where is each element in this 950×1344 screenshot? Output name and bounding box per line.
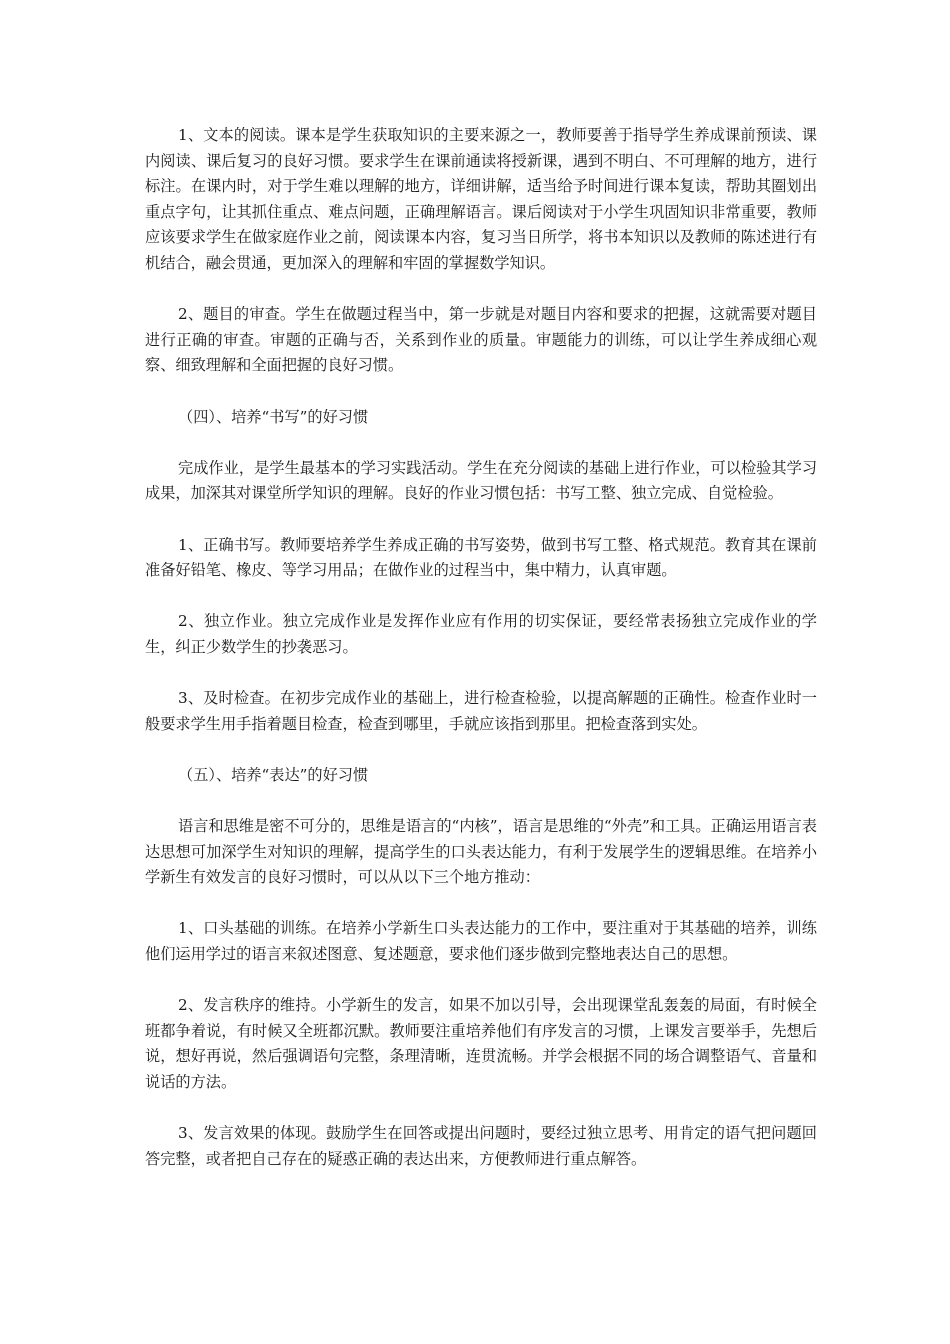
paragraph-correct-writing: 1、正确书写。教师要培养学生养成正确的书写姿势，做到书写工整、格式规范。教育其在课前准备好铅笔、橡皮、等学习用品；在做作业的过程当中，集中精力，认真审题。 [145,535,817,580]
paragraph-timely-check: 3、及时检查。在初步完成作业的基础上，进行检查检验，以提高解题的正确性。检查作业时一般要求学生用手指着题目检查，检查到哪里，手就应该指到那里。把检查落到实处。 [145,689,817,733]
paragraph-question-review: 2、题目的审查。学生在做题过程当中，第一步就是对题目内容和要求的把握，这就需要对题目进行正确的审查。审题的正确与否，关系到作业的质量。审题能力的训练，可以让学生养成细心观察、细致理解和全面把握的良好习惯。 [145,305,817,375]
paragraph-speaking-effect: 3、发言效果的体现。鼓励学生在回答或提出问题时，要经过独立思考、用肯定的语气把问题回答完整，或者把自己存在的疑惑正确的表达出来，方便教师进行重点解答。 [145,1124,817,1168]
document-body [145,123,817,1198]
paragraph-language-thinking: 语言和思维是密不可分的，思维是语言的“内核”，语言是思维的“外壳”和工具。正确运用语言表达思想可加深学生对知识的理解，提高学生的口头表达能力，有利于发展学生的逻辑思维。在培养小学新生有效发言的良好习惯时，可以从以下三个地方推动： [145,817,817,887]
paragraph-independent-work: 2、独立作业。独立完成作业是发挥作业应有作用的切实保证，要经常表扬独立完成作业的学生，纠正少数学生的抄袭恶习。 [145,612,817,656]
paragraph-speaking-order: 2、发言秩序的维持。小学新生的发言，如果不加以引导，会出现课堂乱轰轰的局面，有时候全班都争着说，有时候又全班都沉默。教师要注重培养他们有序发言的习惯，上课发言要举手，先想后说，想好再说，然后强调语句完整，条理清晰，连贯流畅。并学会根据不同的场合调整语气、音量和说话的方法。 [145,996,817,1091]
paragraph-oral-basics: 1、口头基础的训练。在培养小学新生口头表达能力的工作中，要注重对于其基础的培养，训练他们运用学过的语言来叙述图意、复述题意，要求他们逐步做到完整地表达自己的思想。 [145,919,817,963]
section-heading-writing: （四）、培养“书写”的好习惯 [178,407,369,426]
section-heading-expression: （五）、培养“表达”的好习惯 [178,765,369,784]
paragraph-homework-intro: 完成作业，是学生最基本的学习实践活动。学生在充分阅读的基础上进行作业，可以检验其学习成果，加深其对课堂所学知识的理解。良好的作业习惯包括：书写工整、独立完成、自觉检验。 [145,458,817,503]
paragraph-text-reading: 1、文本的阅读。课本是学生获取知识的主要来源之一，教师要善于指导学生养成课前预读、课内阅读、课后复习的良好习惯。要求学生在课前通读将授新课，遇到不明白、不可理解的地方，进行标注。在课内时，对于学生难以理解的地方，详细讲解，适当给予时间进行课本复读，帮助其圈划出重点字句，让其抓住重点、难点问题，正确理解语言。课后阅读对于小学生巩固知识非常重要，教师应该要求学生在做家庭作业之前，阅读课本内容，复习当日所学，将书本知识以及教师的陈述进行有机结合，融会贯通，更加深入的理解和牢固的掌握数学知识。 [145,126,817,272]
